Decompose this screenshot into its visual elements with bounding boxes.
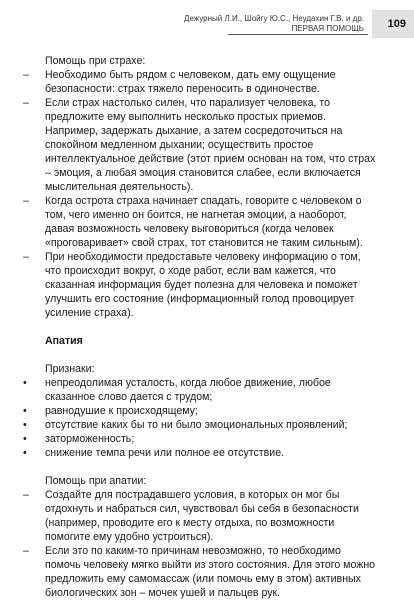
list-item <box>23 250 377 320</box>
bullet-marker: • <box>23 433 27 445</box>
list-item <box>23 418 377 432</box>
list-item-text: Создайте для пострадавшего условия, в которых он мог бы отдохнуть и набраться сил, чувствовал бы себя в безопасности (например, проводите его к месту отдыха, по возможности помогите ему удобно устроиться). <box>45 489 359 543</box>
list-item-text: Если это по каким-то причинам невозможно, то необходимо помочь человеку мягко выйти из этого состояния. Для этого можно предложить ему самомассаж (или помочь ему в этом) активных биологических зон – мочек ушей и пальцев рук. <box>45 545 376 599</box>
list-item-text: Когда острота страха начинает спадать, говорите с человеком о том, чего именно он боится, не нагнетая эмоции, а наоборот, давая возможность человеку выговориться (когда человек «проговаривает» свой страх, тот становится не таким сильным). <box>45 195 363 249</box>
list-item-text: непреодолимая усталость, когда любое движение, любое сказанное слово дается с трудом; <box>45 377 331 403</box>
apathy-help-label: Помощь при апатии: <box>45 475 147 487</box>
list-item <box>23 544 377 600</box>
list-item-text: При необходимости предоставьте человеку информацию о том, что происходит вокруг, о ходе работ, если вам кажется, что сказанная информация будет полезна для человека и поможет улучшить его состояние (информационный голод провоцирует усиление страха). <box>45 251 361 319</box>
list-item <box>23 194 377 250</box>
dash-marker: – <box>23 97 29 109</box>
spacer <box>32 320 377 334</box>
dash-marker: – <box>23 251 29 263</box>
bullet-marker: • <box>23 405 27 417</box>
apathy-help-list <box>23 488 377 600</box>
section-title-apathy: Апатия <box>45 335 83 347</box>
page-number: 109 <box>387 18 406 30</box>
list-item-text: Необходимо быть рядом с человеком, дать ему ощущение безопасности: страх тяжело переносить в одиночестве. <box>45 69 336 95</box>
fear-help-intro: Помощь при страхе: <box>45 55 146 67</box>
apathy-signs-label: Признаки: <box>45 363 95 375</box>
list-item-text: снижение темпа речи или полное ее отсутствие. <box>45 447 285 459</box>
list-item-text: равнодушие к происходящему; <box>45 405 198 417</box>
dash-marker: – <box>23 489 29 501</box>
apathy-signs-list <box>23 376 377 460</box>
page-header <box>0 0 414 44</box>
list-item-text: заторможенность; <box>45 433 135 445</box>
fear-help-list <box>23 68 377 320</box>
page-body <box>23 54 377 600</box>
spacer <box>32 348 377 362</box>
list-item <box>23 404 377 418</box>
dash-marker: – <box>23 69 29 81</box>
list-item <box>23 488 377 544</box>
list-item-text: отсутствие каких бы то ни было эмоциональных проявлений; <box>45 419 348 431</box>
list-item <box>23 96 377 194</box>
list-item <box>23 376 377 404</box>
bullet-marker: • <box>23 447 27 459</box>
list-item <box>23 432 377 446</box>
header-authors: Дежурный Л.И., Шойгу Ю.С., Неудахин Г.В. и др. <box>184 14 364 23</box>
dash-marker: – <box>23 545 29 557</box>
running-head <box>184 14 364 33</box>
header-book-title: ПЕРВАЯ ПОМОЩЬ <box>291 23 364 33</box>
header-rule <box>228 34 368 35</box>
bullet-marker: • <box>23 419 27 431</box>
dash-marker: – <box>23 195 29 207</box>
spacer <box>32 460 377 474</box>
list-item-text: Если страх настолько силен, что парализует человека, то предложите ему выполнить несколько простых приемов. Например, задержать дыхание, а затем сосредоточиться на спокойном медленном дыхании; осуществить простое интеллектуальное действие (этот прием основан на том, что страх – эмоция, а любая эмоция становится слабее, если включается мыслительная деятельность). <box>45 97 376 193</box>
list-item <box>23 68 377 96</box>
list-item <box>23 446 377 460</box>
bullet-marker: • <box>23 377 27 389</box>
